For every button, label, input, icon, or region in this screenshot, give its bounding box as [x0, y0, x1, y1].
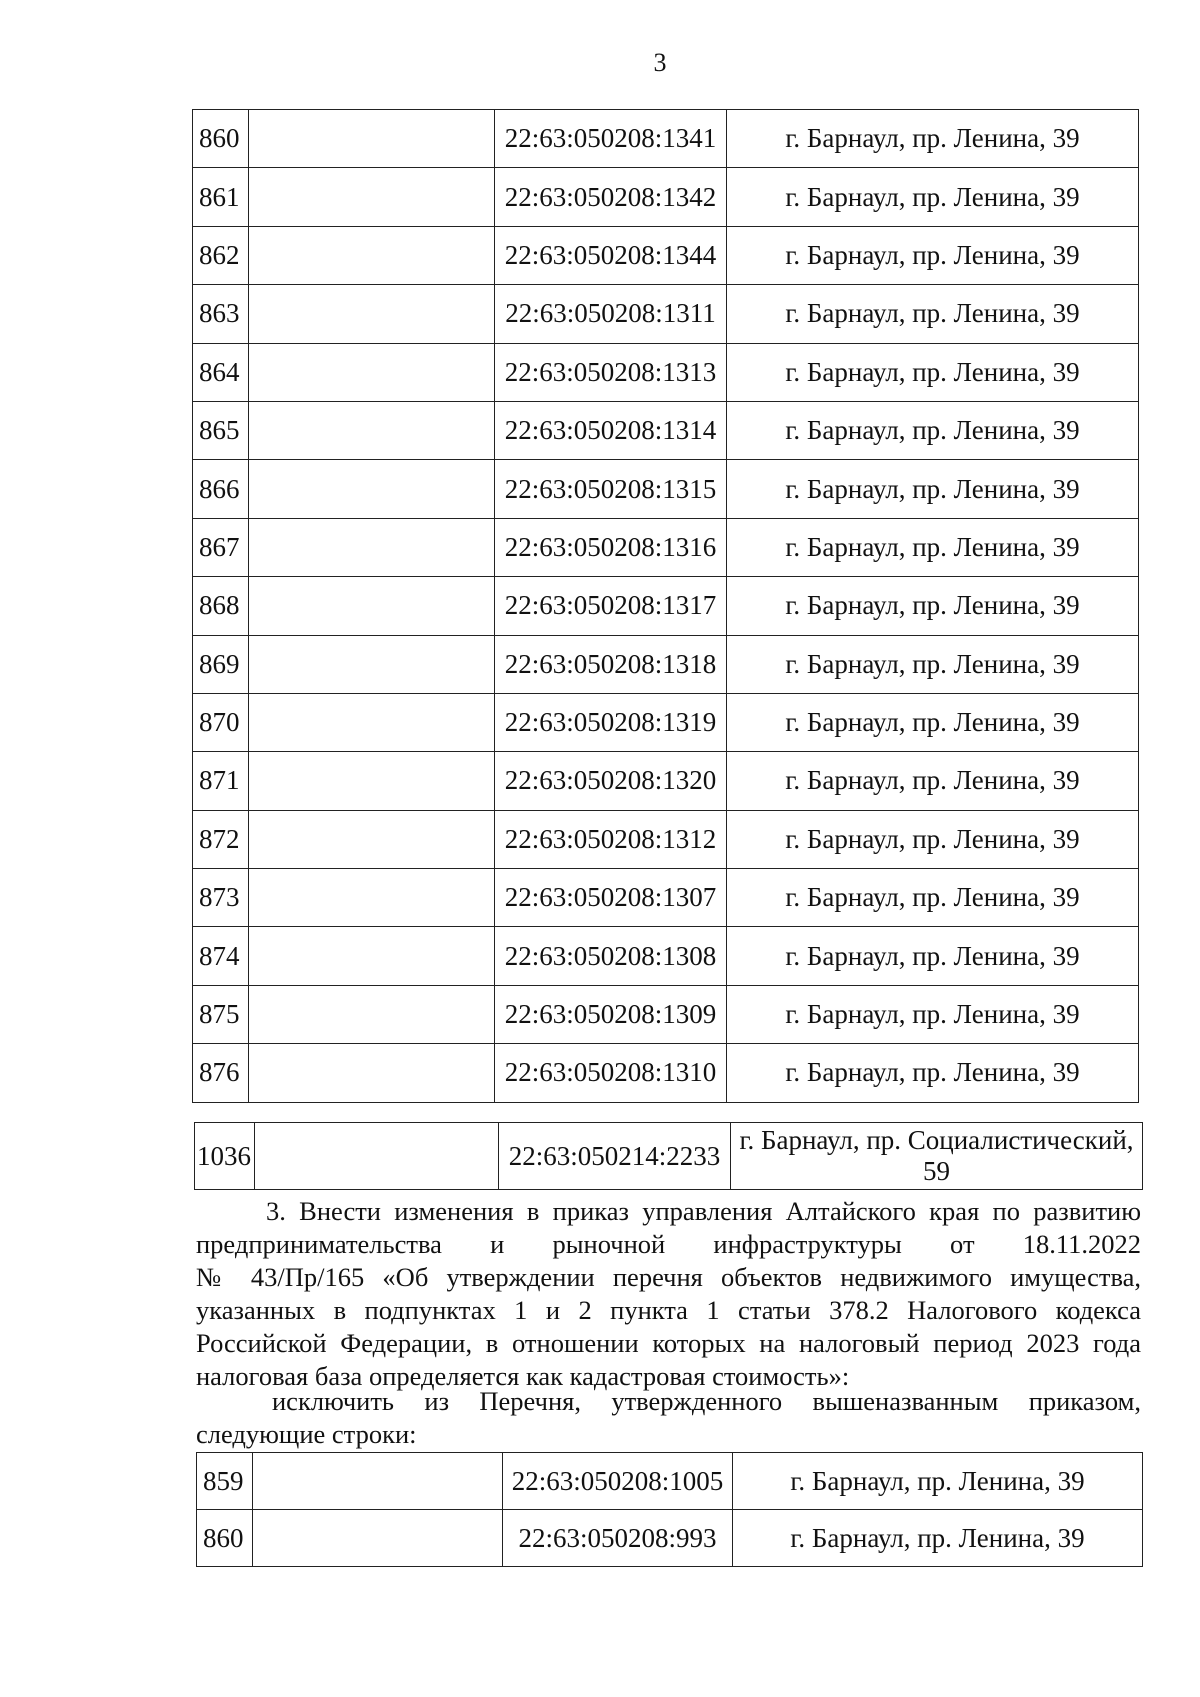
address-cell: г. Барнаул, пр. Ленина, 39	[727, 110, 1139, 168]
blank-cell	[249, 110, 495, 168]
address-cell: г. Барнаул, пр. Ленина, 39	[727, 693, 1139, 751]
table-row	[193, 401, 1139, 459]
row-number: 867	[193, 518, 249, 576]
row-number: 860	[197, 1510, 253, 1567]
paragraph-line: 3. Внести изменения в приказ управления Алтайского края по развитию	[266, 1196, 1141, 1226]
cadastral-number: 22:63:050208:1315	[495, 460, 727, 518]
blank-cell	[249, 577, 495, 635]
table-row	[193, 285, 1139, 343]
cadastral-number: 22:63:050214:2233	[499, 1123, 731, 1190]
table-row	[193, 577, 1139, 635]
cadastral-number: 22:63:050208:1312	[495, 810, 727, 868]
cadastral-number: 22:63:050208:1320	[495, 752, 727, 810]
excluded-table	[196, 1452, 1143, 1567]
table-row	[193, 752, 1139, 810]
blank-cell	[249, 460, 495, 518]
paragraph-amendment	[196, 1195, 1141, 1393]
row-number: 869	[193, 635, 249, 693]
cadastral-number: 22:63:050208:1318	[495, 635, 727, 693]
address-cell	[731, 1123, 1143, 1190]
table-row	[193, 168, 1139, 226]
cadastral-number: 22:63:050208:1317	[495, 577, 727, 635]
address-cell: г. Барнаул, пр. Ленина, 39	[727, 577, 1139, 635]
cadastral-number: 22:63:050208:1307	[495, 869, 727, 927]
main-table	[192, 109, 1139, 1103]
extra-table	[194, 1122, 1143, 1190]
address-cell: г. Барнаул, пр. Ленина, 39	[727, 985, 1139, 1043]
table-row	[193, 110, 1139, 168]
cadastral-number: 22:63:050208:1309	[495, 985, 727, 1043]
table-row	[193, 635, 1139, 693]
row-number: 864	[193, 343, 249, 401]
table-row	[195, 1123, 1143, 1190]
cadastral-number: 22:63:050208:993	[503, 1510, 733, 1567]
blank-cell	[249, 226, 495, 284]
table-row	[193, 518, 1139, 576]
address-cell: г. Барнаул, пр. Ленина, 39	[727, 285, 1139, 343]
cadastral-number: 22:63:050208:1342	[495, 168, 727, 226]
address-cell: г. Барнаул, пр. Ленина, 39	[727, 810, 1139, 868]
address-cell: г. Барнаул, пр. Ленина, 39	[727, 927, 1139, 985]
row-number: 874	[193, 927, 249, 985]
table-row	[193, 927, 1139, 985]
table-row	[193, 810, 1139, 868]
address-cell: г. Барнаул, пр. Ленина, 39	[727, 1044, 1139, 1102]
cadastral-number: 22:63:050208:1344	[495, 226, 727, 284]
address-cell: г. Барнаул, пр. Ленина, 39	[727, 869, 1139, 927]
blank-cell	[249, 752, 495, 810]
row-number: 862	[193, 226, 249, 284]
table-row	[193, 226, 1139, 284]
blank-cell	[253, 1453, 503, 1510]
cadastral-number: 22:63:050208:1314	[495, 401, 727, 459]
cadastral-number: 22:63:050208:1311	[495, 285, 727, 343]
row-number: 875	[193, 985, 249, 1043]
row-number: 866	[193, 460, 249, 518]
table-row	[197, 1453, 1143, 1510]
table-row	[197, 1510, 1143, 1567]
table-row	[193, 460, 1139, 518]
blank-cell	[249, 168, 495, 226]
table-row	[193, 693, 1139, 751]
blank-cell	[249, 343, 495, 401]
table-row	[193, 869, 1139, 927]
cadastral-number: 22:63:050208:1308	[495, 927, 727, 985]
address-cell: г. Барнаул, пр. Ленина, 39	[727, 460, 1139, 518]
cadastral-number: 22:63:050208:1005	[503, 1453, 733, 1510]
blank-cell	[255, 1123, 499, 1190]
row-number: 1036	[195, 1123, 255, 1190]
blank-cell	[249, 927, 495, 985]
address-line-2: 59	[923, 1156, 950, 1186]
blank-cell	[249, 518, 495, 576]
address-cell: г. Барнаул, пр. Ленина, 39	[727, 518, 1139, 576]
address-cell: г. Барнаул, пр. Ленина, 39	[727, 635, 1139, 693]
blank-cell	[253, 1510, 503, 1567]
row-number: 865	[193, 401, 249, 459]
blank-cell	[249, 985, 495, 1043]
cadastral-number: 22:63:050208:1313	[495, 343, 727, 401]
cadastral-number: 22:63:050208:1316	[495, 518, 727, 576]
address-cell: г. Барнаул, пр. Ленина, 39	[727, 168, 1139, 226]
blank-cell	[249, 869, 495, 927]
paragraph-line: исключить из Перечня, утвержденного вышеназванным приказом,	[272, 1386, 1141, 1416]
blank-cell	[249, 810, 495, 868]
address-cell: г. Барнаул, пр. Ленина, 39	[727, 343, 1139, 401]
paragraph-line: налоговая база определяется как кадастровая стоимость»:	[196, 1361, 850, 1391]
address-cell: г. Барнаул, пр. Ленина, 39	[727, 226, 1139, 284]
paragraph-line: предпринимательства и рыночной инфраструктуры от 18.11.2022	[196, 1229, 1141, 1259]
table-row	[193, 985, 1139, 1043]
row-number: 876	[193, 1044, 249, 1102]
row-number: 859	[197, 1453, 253, 1510]
cadastral-number: 22:63:050208:1310	[495, 1044, 727, 1102]
page-number: 3	[653, 48, 667, 77]
row-number: 872	[193, 810, 249, 868]
address-cell: г. Барнаул, пр. Ленина, 39	[727, 401, 1139, 459]
row-number: 861	[193, 168, 249, 226]
row-number: 870	[193, 693, 249, 751]
cadastral-number: 22:63:050208:1319	[495, 693, 727, 751]
paragraph-line: № 43/Пр/165 «Об утверждении перечня объектов недвижимого имущества,	[196, 1262, 1141, 1292]
cadastral-number: 22:63:050208:1341	[495, 110, 727, 168]
row-number: 860	[193, 110, 249, 168]
paragraph-exclude	[196, 1385, 1141, 1451]
blank-cell	[249, 285, 495, 343]
table-row	[193, 1044, 1139, 1102]
table-row	[193, 343, 1139, 401]
row-number: 871	[193, 752, 249, 810]
blank-cell	[249, 635, 495, 693]
paragraph-line: Российской Федерации, в отношении которых на налоговый период 2023 года	[196, 1328, 1141, 1358]
blank-cell	[249, 693, 495, 751]
blank-cell	[249, 1044, 495, 1102]
address-cell: г. Барнаул, пр. Ленина, 39	[733, 1453, 1143, 1510]
address-cell: г. Барнаул, пр. Ленина, 39	[733, 1510, 1143, 1567]
row-number: 868	[193, 577, 249, 635]
paragraph-line: следующие строки:	[196, 1419, 417, 1449]
row-number: 863	[193, 285, 249, 343]
address-line-1: г. Барнаул, пр. Социалистический,	[739, 1125, 1134, 1155]
blank-cell	[249, 401, 495, 459]
paragraph-line: указанных в подпунктах 1 и 2 пункта 1 статьи 378.2 Налогового кодекса	[196, 1295, 1141, 1325]
address-cell: г. Барнаул, пр. Ленина, 39	[727, 752, 1139, 810]
row-number: 873	[193, 869, 249, 927]
